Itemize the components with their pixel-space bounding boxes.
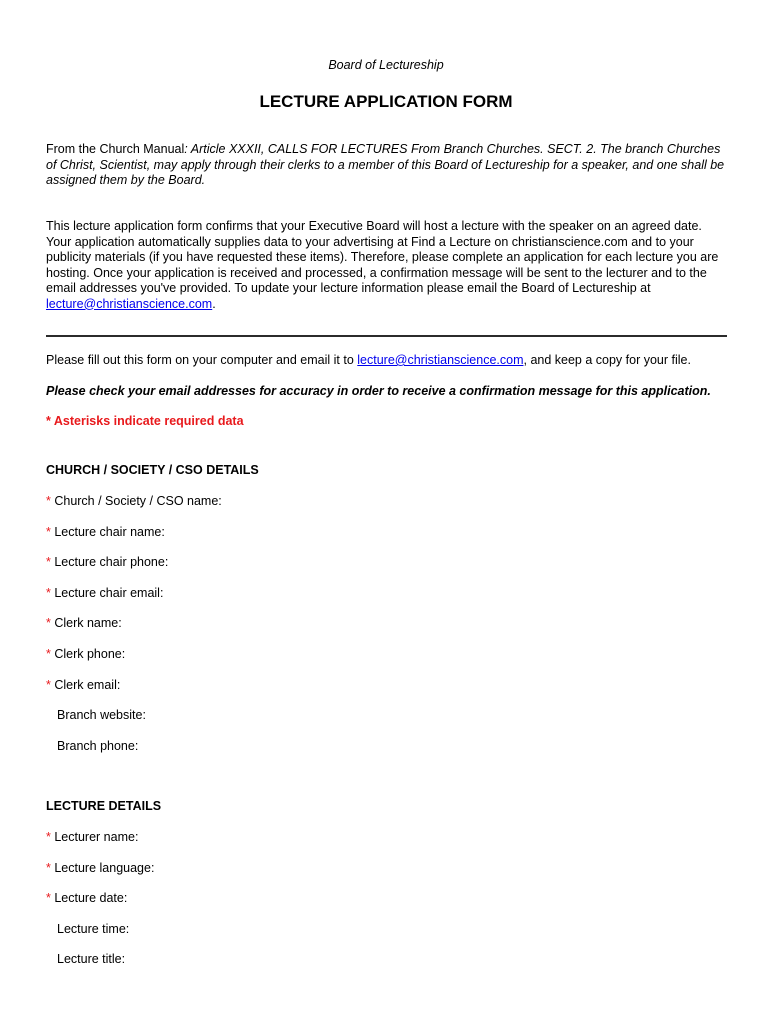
- fillout-before: Please fill out this form on your computer and email it to: [46, 353, 358, 367]
- church-field-0[interactable]: [46, 494, 222, 508]
- church-field-2[interactable]: [46, 555, 168, 569]
- page-title: LECTURE APPLICATION FORM: [259, 92, 513, 111]
- required-asterisk: *: [46, 524, 55, 539]
- field-label: Lecture time:: [57, 921, 130, 936]
- quote-text: : Article XXXII, CALLS FOR LECTURES From Branch Churches. SECT. 2. The branch Churches of Christ, Scientist, may apply through their clerks to a member of this Board of Lectureship for a speaker, and one shall be assigned them by the Board.: [46, 142, 725, 187]
- intro-end: .: [212, 296, 216, 311]
- fillout-instruction: [46, 353, 726, 367]
- lecture-section-heading: LECTURE DETAILS: [46, 799, 162, 813]
- check-email-note: Please check your email addresses for accuracy in order to receive a confirmation message for this application.: [46, 384, 711, 398]
- field-label: Church / Society / CSO name:: [54, 494, 222, 508]
- required-asterisk: *: [46, 830, 55, 844]
- field-label: Clerk email:: [54, 677, 121, 692]
- field-label: Branch phone:: [57, 738, 139, 753]
- required-asterisk: *: [46, 677, 55, 692]
- church-field-3[interactable]: [46, 586, 163, 600]
- church-field-8[interactable]: [46, 739, 138, 753]
- church-field-6[interactable]: [46, 678, 120, 692]
- required-asterisk: *: [46, 891, 55, 906]
- field-label: Lecture language:: [54, 860, 155, 875]
- lecture-field-3[interactable]: [46, 922, 129, 936]
- church-field-4[interactable]: [46, 616, 122, 630]
- intro-email-link[interactable]: lecture@christianscience.com: [46, 296, 213, 311]
- required-asterisk: *: [46, 555, 55, 570]
- required-asterisk: *: [46, 616, 55, 631]
- field-label: Clerk phone:: [54, 647, 126, 661]
- quote-manual: Church Manual: [99, 142, 185, 156]
- required-asterisk: *: [46, 647, 55, 661]
- field-label: Lecturer name:: [54, 830, 139, 844]
- required-asterisk: *: [46, 494, 55, 508]
- lecture-field-2[interactable]: [46, 891, 127, 905]
- fillout-email-link[interactable]: lecture@christianscience.com: [357, 353, 524, 367]
- quote-prefix: From the: [46, 142, 100, 156]
- manual-quote: [46, 142, 726, 189]
- lecture-field-4[interactable]: [46, 952, 125, 966]
- field-label: Lecture date:: [54, 891, 128, 906]
- field-label: Lecture chair phone:: [54, 555, 169, 570]
- church-field-1[interactable]: [46, 525, 165, 539]
- lecture-field-0[interactable]: [46, 830, 138, 844]
- intro-paragraph: [46, 219, 726, 312]
- intro-text: This lecture application form confirms that your Executive Board will host a lecture with the speaker on an agreed date. Your application automatically supplies data to your advertising at Find a Lecture on christianscience.com and to your publicity materials (if you have requested these items). Therefore, please complete an application for each lecture you are hosting. Once your application is received and processed, a confirmation message will be sent to the lecturer and to the email addresses you've provided. To update your lecture information please email the Board of Lectureship at: [46, 219, 719, 295]
- required-asterisk: *: [46, 860, 55, 875]
- church-field-5[interactable]: [46, 647, 125, 661]
- church-section-heading: CHURCH / SOCIETY / CSO DETAILS: [46, 463, 259, 477]
- fillout-after: , and keep a copy for your file.: [523, 353, 691, 367]
- field-label: Branch website:: [57, 708, 146, 723]
- board-header: Board of Lectureship: [328, 58, 444, 72]
- field-label: Lecture title:: [57, 952, 126, 967]
- required-asterisk: *: [46, 585, 55, 600]
- divider: [46, 335, 727, 337]
- field-label: Clerk name:: [54, 616, 122, 631]
- field-label: Lecture chair email:: [54, 585, 164, 600]
- lecture-field-1[interactable]: [46, 861, 154, 875]
- required-note: * Asterisks indicate required data: [46, 414, 244, 428]
- field-label: Lecture chair name:: [54, 524, 165, 539]
- church-field-7[interactable]: [46, 708, 146, 722]
